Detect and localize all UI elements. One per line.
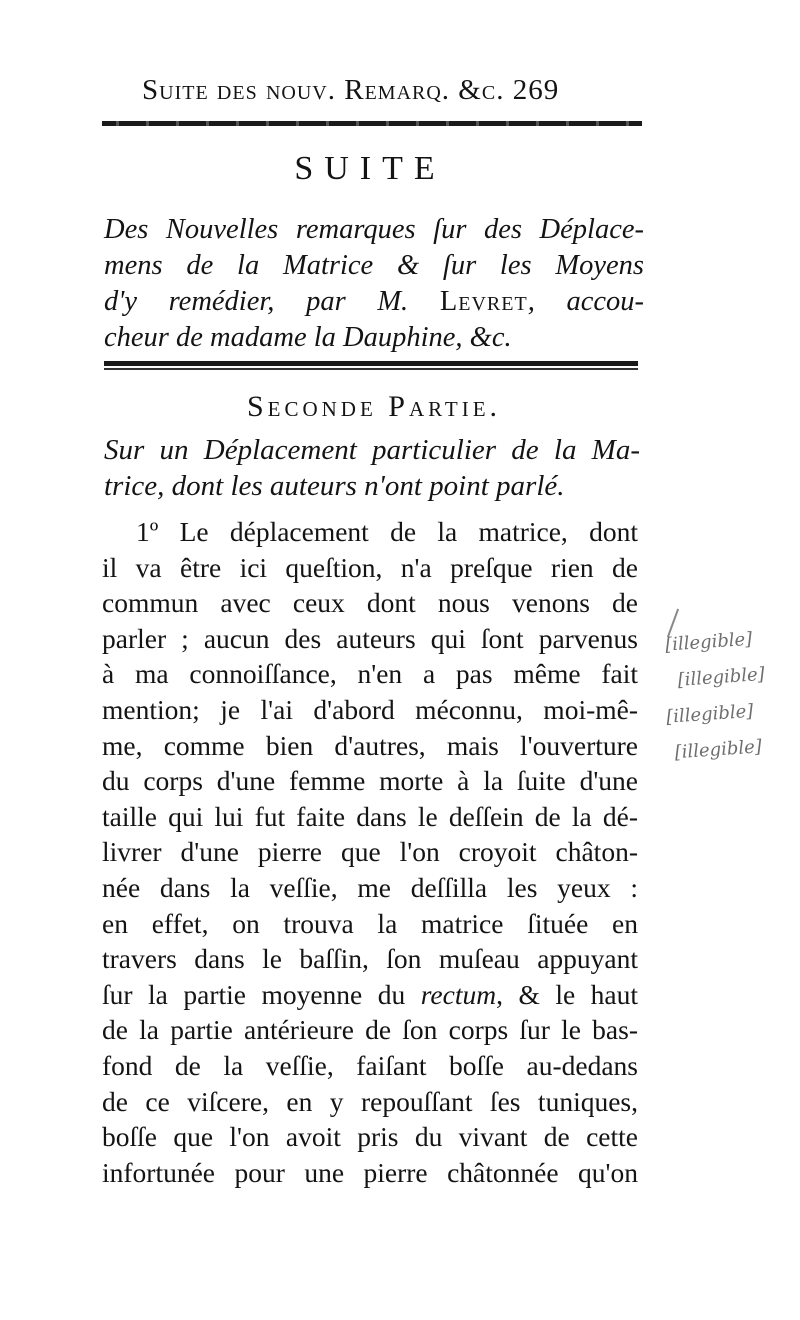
- body-line: de la partie antérieure de ſon corps ſur le bas-: [102, 1014, 638, 1046]
- body-line: boſſe que l'on avoit pris du vivant de cette: [102, 1121, 638, 1153]
- section-heading-line: Sur un Déplacement particulier de la Ma-: [104, 434, 640, 466]
- subtitle-line: mens de la Matrice & ſur les Moyens: [104, 250, 644, 281]
- author-name: Levret: [439, 286, 528, 317]
- section-heading-line: trice, dont les auteurs n'ont point parlé.: [104, 470, 565, 502]
- marginalia-line: [illegible]: [676, 663, 766, 691]
- subtitle-line: [104, 284, 644, 320]
- handwritten-marginalia: [660, 618, 800, 771]
- subtitle-suffix: , accou-: [527, 286, 644, 317]
- body-paragraph: [102, 514, 638, 1190]
- header-rule: [102, 121, 642, 126]
- body-line: mention; je l'ai d'abord méconnu, moi-mê-: [102, 693, 638, 725]
- subtitle-prefix: d'y remédier, par M.: [104, 286, 440, 317]
- subtitle-line: Des Nouvelles remarques ſur des Déplace-: [104, 214, 644, 245]
- body-line: livrer d'une pierre que l'on croyoit châton-: [102, 836, 638, 868]
- body-line: ſur la partie moyenne du rectum, & le haut: [102, 978, 638, 1010]
- marginalia-line: [illegible]: [664, 628, 753, 656]
- chapter-title: SUITE: [294, 150, 446, 187]
- body-line: taille qui lui fut faite dans le deſſein de la dé-: [102, 800, 638, 832]
- body-line: me, comme bien d'autres, mais l'ouverture: [102, 729, 638, 761]
- body-line: il va être ici queſtion, n'a preſque rien de: [102, 551, 638, 583]
- italic-term: rectum: [420, 978, 497, 1010]
- body-line: de ce viſcere, en y repouſſant ſes tuniques,: [102, 1085, 638, 1117]
- body-line: 1º Le déplacement de la matrice, dont: [136, 516, 638, 547]
- body-line: née dans la veſſie, me deſſilla les yeux :: [102, 871, 638, 903]
- body-line: en effet, on trouva la matrice ſituée en: [102, 907, 638, 939]
- part-heading: Seconde Partie.: [246, 390, 502, 423]
- marginalia-line: [illegible]: [674, 736, 763, 764]
- body-line: travers dans le baſſin, ſon muſeau appuyant: [102, 943, 638, 975]
- marginalia-line: [illegible]: [665, 700, 754, 728]
- body-line: commun avec ceux dont nous venons de: [102, 587, 638, 619]
- subtitle-line: cheur de madame la Dauphine, &c.: [104, 322, 512, 353]
- body-line: infortunée pour une pierre châtonnée qu'on: [102, 1156, 638, 1188]
- body-line: du corps d'une femme morte à la ſuite d'une: [102, 765, 638, 797]
- running-head: Suite des nouv. Remarq. &c. 269: [142, 74, 560, 106]
- body-line: à ma connoiſſance, n'en a pas même fait: [102, 658, 638, 690]
- chapter-subtitle: [104, 212, 644, 356]
- section-heading: [104, 432, 640, 504]
- body-line: fond de la veſſie, faiſant boſſe au-dedans: [102, 1049, 638, 1081]
- section-divider: [104, 361, 638, 370]
- body-line: parler ; aucun des auteurs qui ſont parvenus: [102, 622, 638, 654]
